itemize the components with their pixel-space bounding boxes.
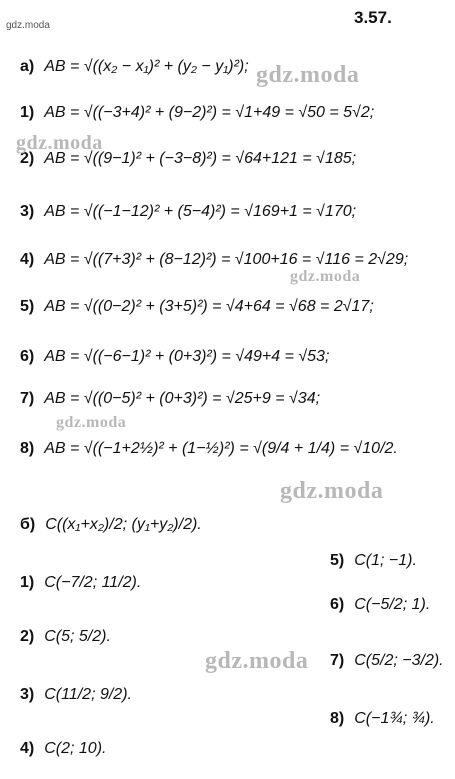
watermark: gdz.moda [205, 648, 309, 674]
problem-number: 3.57. [354, 8, 392, 27]
part-b-label: б) [20, 516, 36, 533]
part-b-item: 2) C(5; 5/2). [20, 628, 111, 645]
part-a-item: 2) AB = √((9−1)² + (−3−8)²) = √64+121 = √185; [20, 150, 357, 167]
part-a-formula-text: AB = √((x₂ − x₁)² + (y₂ − y₁)²); [44, 58, 249, 75]
watermark: gdz.moda [56, 414, 127, 431]
part-a-formula [20, 58, 249, 76]
part-b-item: 1) C(−7/2; 11/2). [20, 574, 142, 591]
part-a-item: 3) AB = √((−1−12)² + (5−4)²) = √169+1 = √170; [20, 203, 357, 220]
part-b-item: 7) C(5/2; −3/2). [330, 652, 444, 669]
watermark: gdz.moda [256, 62, 360, 88]
site-label: gdz.moda [6, 20, 50, 31]
part-a-item: 8) AB = √((−1+2½)² + (1−½)²) = √(9/4 + 1/4) = √10/2. [20, 440, 398, 457]
part-b-item: 4) C(2; 10). [20, 740, 107, 757]
part-b-item: 5) C(1; −1). [330, 552, 417, 569]
watermark: gdz.moda [16, 132, 103, 154]
part-b-formula [20, 516, 202, 534]
watermark: gdz.moda [280, 478, 384, 504]
part-b-item: 3) C(11/2; 9/2). [20, 686, 132, 703]
part-b-formula-text: C((x₁+x₂)/2; (y₁+y₂)/2). [45, 516, 202, 533]
part-a-item: 5) AB = √((0−2)² + (3+5)²) = √4+64 = √68 = 2√17; [20, 298, 374, 315]
part-a-label: а) [20, 58, 35, 75]
part-a-item: 1) AB = √((−3+4)² + (9−2)²) = √1+49 = √50 = 5√2; [20, 104, 375, 121]
part-a-item: 4) AB = √((7+3)² + (8−12)²) = √100+16 = √116 = 2√29; [20, 251, 409, 268]
part-b-item: 6) C(−5/2; 1). [330, 596, 431, 613]
watermark: gdz.moda [290, 268, 361, 285]
part-a-item: 7) AB = √((0−5)² + (0+3)²) = √25+9 = √34; [20, 390, 321, 407]
part-a-item: 6) AB = √((−6−1)² + (0+3)²) = √49+4 = √53; [20, 348, 330, 365]
part-b-item: 8) C(−1¾; ¾). [330, 710, 435, 727]
